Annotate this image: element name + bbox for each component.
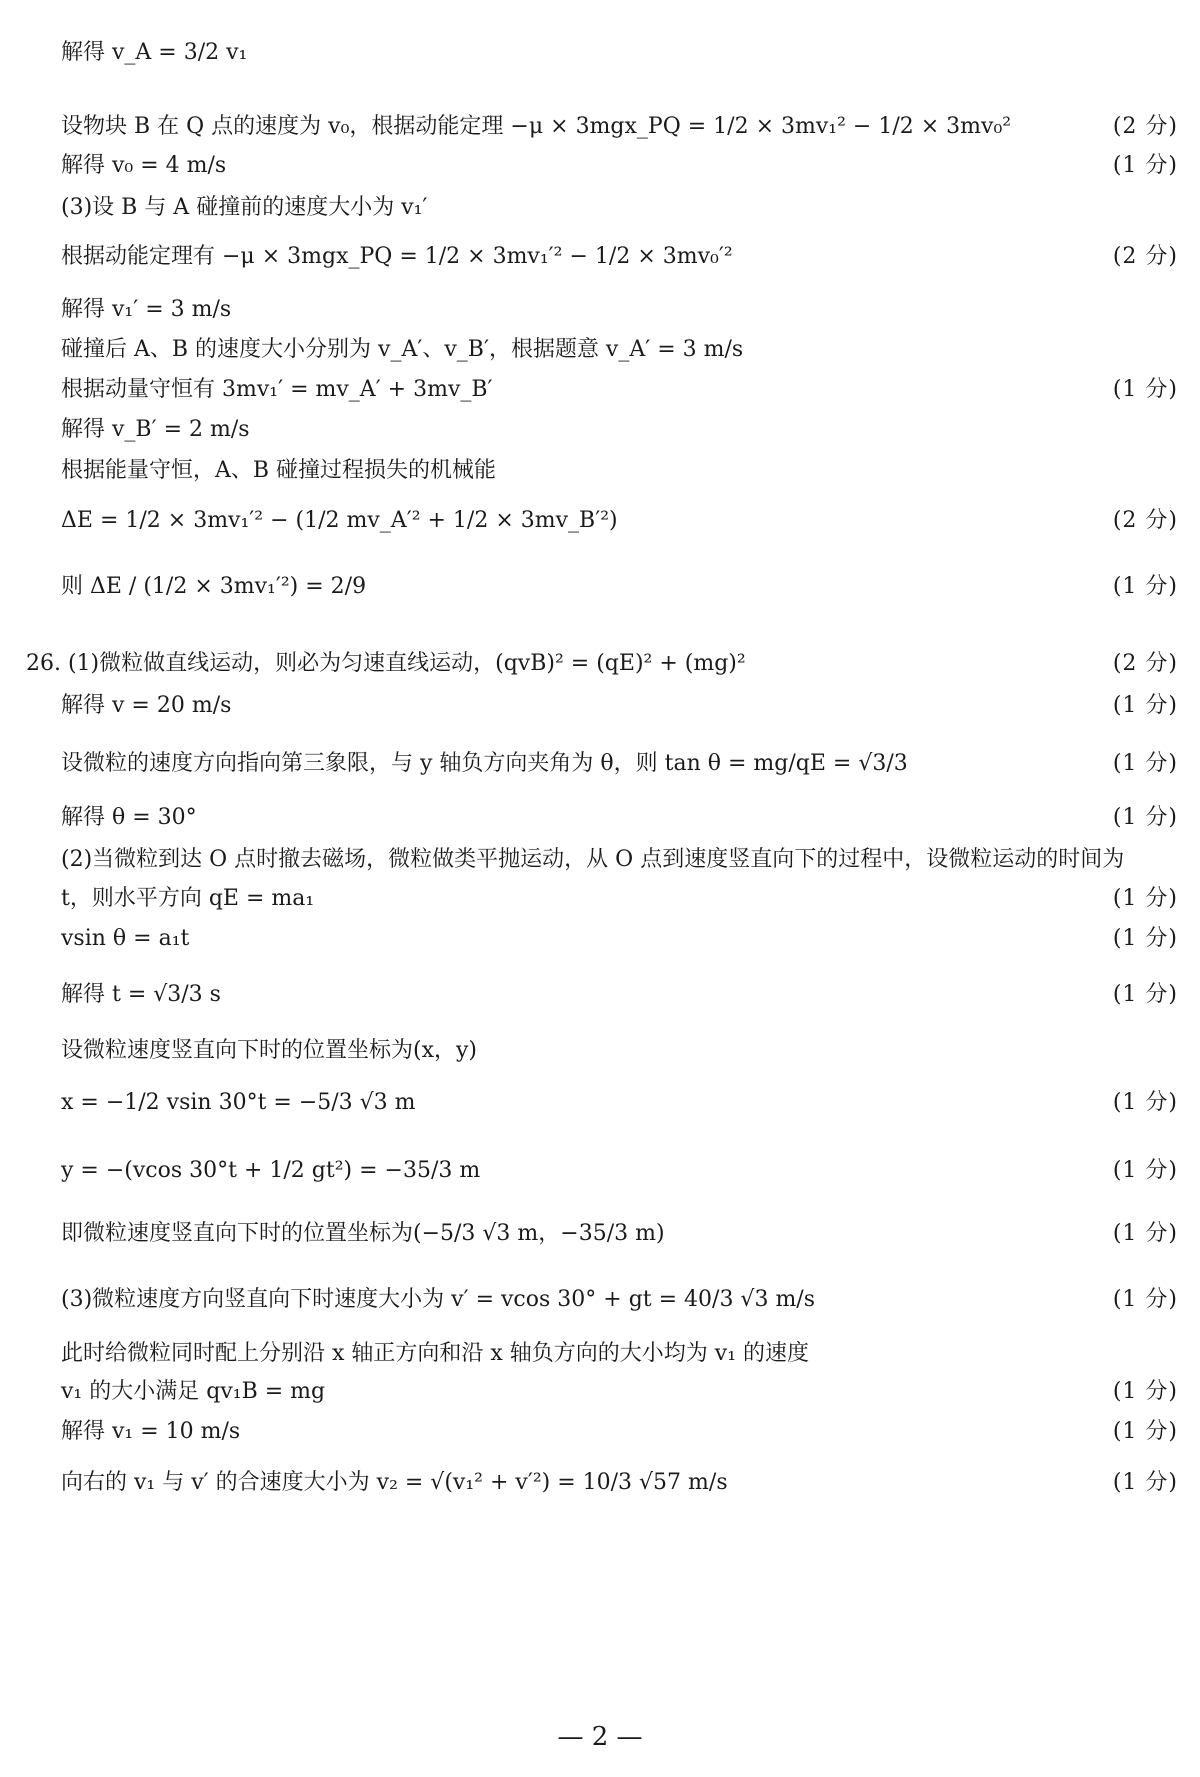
- score-label: (1 分): [1112, 886, 1178, 911]
- solution-line-5: [61, 242, 1178, 272]
- solution-line-20: [61, 980, 1178, 1010]
- line-text: 即微粒速度竖直向下时的位置坐标为(−5/3 √3 m，−35/3 m): [61, 1221, 665, 1246]
- line-text: y = −(vcos 30°t + 1/2 gt²) = −35/3 m: [61, 1158, 481, 1183]
- solution-line-24: [61, 1219, 1178, 1249]
- line-text: 解得 v₁′ = 3 m/s: [61, 297, 232, 322]
- score-label: (1 分): [1112, 377, 1178, 402]
- line-text: 设微粒的速度方向指向第三象限，与 y 轴负方向夹角为 θ，则 tan θ = mg/qE = √3/3: [61, 751, 908, 776]
- solution-line-10: [61, 456, 1178, 486]
- solution-line-18: [61, 884, 1178, 914]
- solution-line-29: [61, 1468, 1178, 1498]
- score-label: (2 分): [1112, 244, 1178, 269]
- line-text: 此时给微粒同时配上分别沿 x 轴正方向和沿 x 轴负方向的大小均为 v₁ 的速度: [61, 1341, 810, 1366]
- line-text: 则 ΔE / (1/2 × 3mv₁′²) = 2/9: [61, 574, 367, 599]
- line-text: (3)设 B 与 A 碰撞前的速度大小为 v₁′: [61, 195, 428, 220]
- solution-line-8: [61, 375, 1178, 405]
- line-text: 碰撞后 A、B 的速度大小分别为 v_A′、v_B′，根据题意 v_A′ = 3 m/s: [61, 337, 744, 362]
- score-label: (1 分): [1112, 1379, 1178, 1404]
- score-label: (1 分): [1112, 926, 1178, 951]
- solution-line-26: [61, 1339, 1178, 1369]
- solution-line-6: [61, 295, 1178, 325]
- line-text: 解得 v₁ = 10 m/s: [61, 1419, 241, 1444]
- solution-line-4: [61, 193, 1178, 223]
- line-text: 解得 v_A = 3/2 v₁: [61, 40, 248, 65]
- score-label: (1 分): [1112, 574, 1178, 599]
- solution-line-9: [61, 415, 1178, 445]
- solution-line-21: [61, 1036, 1178, 1066]
- score-label: (1 分): [1112, 1287, 1178, 1312]
- score-label: (1 分): [1112, 805, 1178, 830]
- solution-line-28: [61, 1417, 1178, 1447]
- solution-line-16: [61, 803, 1178, 833]
- solution-line-12: [61, 572, 1178, 602]
- score-label: (1 分): [1112, 1470, 1178, 1495]
- line-text: 设微粒速度竖直向下时的位置坐标为(x，y): [61, 1038, 478, 1063]
- line-text: 解得 v₀ = 4 m/s: [61, 153, 227, 178]
- score-label: (1 分): [1112, 153, 1178, 178]
- score-label: (2 分): [1112, 508, 1178, 533]
- line-text: 解得 t = √3/3 s: [61, 982, 221, 1007]
- line-text: 解得 v_B′ = 2 m/s: [61, 417, 250, 442]
- question-26-line-1: [26, 649, 1178, 679]
- line-text: ΔE = 1/2 × 3mv₁′² − (1/2 mv_A′² + 1/2 × 3mv_B′²): [61, 508, 618, 533]
- line-text: 根据动能定理有 −μ × 3mgx_PQ = 1/2 × 3mv₁′² − 1/2 × 3mv₀′²: [61, 244, 733, 269]
- solution-line-1: [61, 38, 1178, 68]
- solution-line-15: [61, 749, 1178, 779]
- line-text: v₁ 的大小满足 qv₁B = mg: [61, 1379, 326, 1404]
- score-label: (1 分): [1112, 1419, 1178, 1444]
- solution-line-7: [61, 335, 1178, 365]
- solution-line-14: [61, 691, 1178, 721]
- score-label: (2 分): [1112, 114, 1178, 139]
- solution-line-17: [61, 845, 1178, 875]
- score-label: (1 分): [1112, 751, 1178, 776]
- line-text: (3)微粒速度方向竖直向下时速度大小为 v′ = vcos 30° + gt = 40/3 √3 m/s: [61, 1287, 816, 1312]
- line-text: 解得 θ = 30°: [61, 805, 197, 830]
- score-label: (1 分): [1112, 1221, 1178, 1246]
- score-label: (1 分): [1112, 1158, 1178, 1183]
- solution-line-23: [61, 1156, 1178, 1186]
- score-label: (1 分): [1112, 693, 1178, 718]
- score-label: (1 分): [1112, 982, 1178, 1007]
- solution-line-19: [61, 924, 1178, 954]
- line-text: 解得 v = 20 m/s: [61, 693, 232, 718]
- line-text: 向右的 v₁ 与 v′ 的合速度大小为 v₂ = √(v₁² + v′²) = 10/3 √57 m/s: [61, 1470, 728, 1495]
- solution-line-2: [61, 112, 1178, 142]
- page-number: — 2 —: [557, 1722, 643, 1752]
- line-text: 设物块 B 在 Q 点的速度为 v₀，根据动能定理 −μ × 3mgx_PQ = 1/2 × 3mv₁² − 1/2 × 3mv₀²: [61, 114, 1012, 139]
- solution-line-11: [61, 506, 1178, 536]
- score-label: (1 分): [1112, 1090, 1178, 1115]
- solution-line-25: [61, 1285, 1178, 1315]
- solution-line-3: [61, 151, 1178, 181]
- line-text: t，则水平方向 qE = ma₁: [61, 886, 315, 911]
- line-text: x = −1/2 vsin 30°t = −5/3 √3 m: [61, 1090, 416, 1115]
- score-label: (2 分): [1112, 651, 1178, 676]
- line-text: vsin θ = a₁t: [61, 926, 190, 951]
- line-text: 根据能量守恒，A、B 碰撞过程损失的机械能: [61, 458, 497, 483]
- line-text: (2)当微粒到达 O 点时撤去磁场，微粒做类平抛运动，从 O 点到速度竖直向下的过程中，设微粒运动的时间为: [61, 847, 1125, 872]
- line-text: 根据动量守恒有 3mv₁′ = mv_A′ + 3mv_B′: [61, 377, 493, 402]
- line-text: 26. (1)微粒做直线运动，则必为匀速直线运动，(qvB)² = (qE)² + (mg)²: [26, 651, 746, 676]
- solution-line-22: [61, 1088, 1178, 1118]
- solution-line-27: [61, 1377, 1178, 1407]
